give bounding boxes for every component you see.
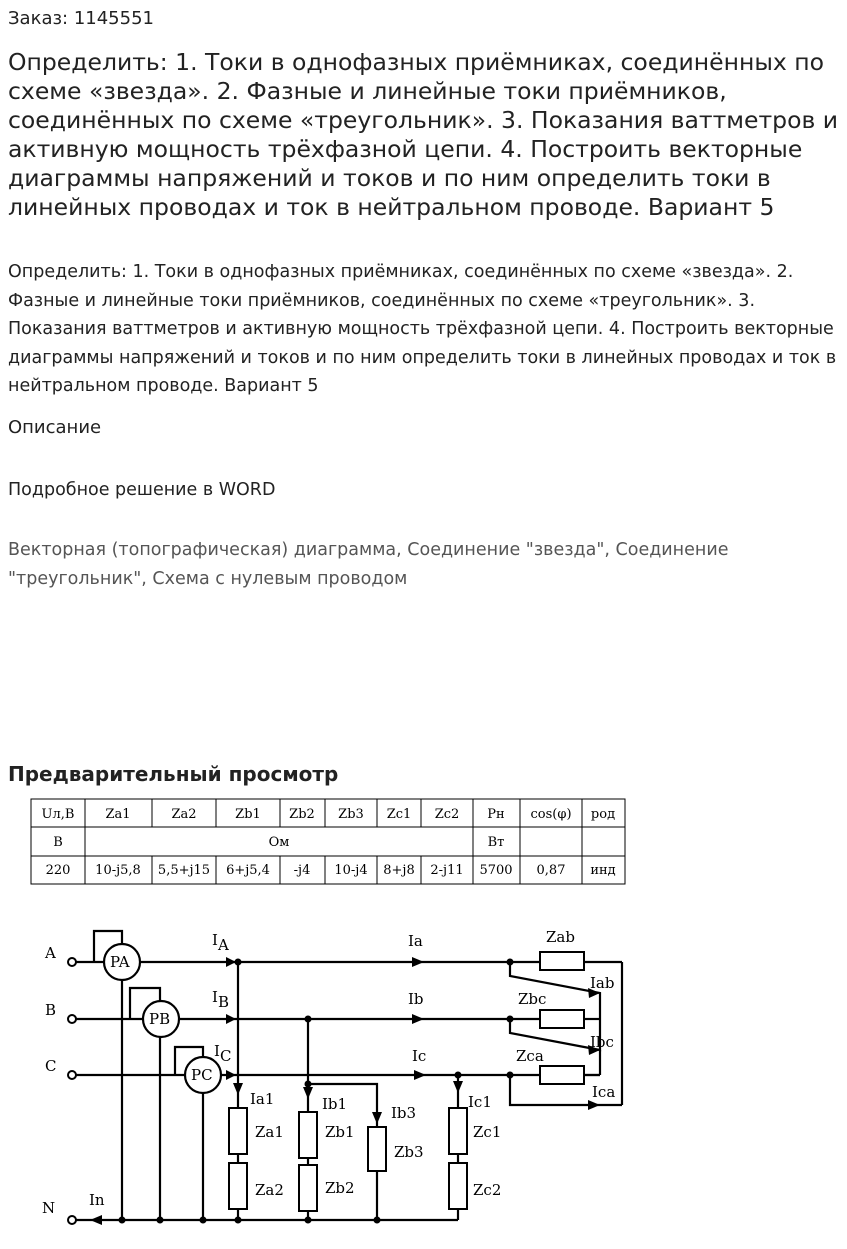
terminal-a — [68, 958, 76, 966]
resistor-zca — [540, 1066, 584, 1084]
node-n-label: N — [42, 1199, 56, 1217]
header-zc2: Zc2 — [434, 807, 460, 822]
header-rod: род — [590, 807, 616, 822]
node-b-label: B — [45, 1001, 57, 1019]
resistor-zc1 — [449, 1108, 467, 1154]
terminal-n — [68, 1216, 76, 1224]
zc1-label: Zc1 — [473, 1123, 502, 1141]
resistor-zc2 — [449, 1163, 467, 1209]
terminal-c — [68, 1071, 76, 1079]
header-zb1: Zb1 — [235, 807, 261, 822]
ic1-label: Ic1 — [468, 1093, 492, 1111]
header-cos: cos(φ) — [530, 807, 572, 822]
resistor-zb1 — [299, 1112, 317, 1158]
current-ic-label: IC — [214, 1042, 232, 1065]
header-zb3: Zb3 — [338, 807, 364, 822]
resistor-zbc — [540, 1010, 584, 1028]
value-zb1: 6+j5,4 — [226, 863, 270, 878]
value-pn: 5700 — [479, 863, 513, 878]
zb3-label: Zb3 — [394, 1143, 424, 1161]
tags: Векторная (топографическая) диаграмма, Соединение "звезда", Соединение "треугольник", Схема с нулевым проводом — [8, 540, 729, 589]
in-label: In — [89, 1191, 105, 1209]
node-c-label: C — [45, 1057, 57, 1075]
meter-pb-label: PB — [149, 1010, 171, 1028]
unit-impedance: Ом — [268, 835, 290, 850]
ib1-label: Ib1 — [322, 1095, 348, 1113]
header-ul: Uл,В — [41, 807, 75, 822]
page-title: Определить: 1. Токи в однофазных приёмниках, соединённых по схеме «звезда». 2. Фазные и линейные токи приёмников, соединённых по схеме «треугольник». 3. Показания ваттметров и активную мощность трёхфазной цепи. 4. Построить векторные диаграммы напряжений и токов и по ним определить токи в линейных проводах и ток в нейтральном проводе. Вариант 5 — [8, 48, 839, 221]
value-zb2: -j4 — [293, 863, 311, 878]
resistor-za2 — [229, 1163, 247, 1209]
zb1-label: Zb1 — [325, 1123, 355, 1141]
ica-label: Ica — [592, 1083, 616, 1101]
terminal-b — [68, 1015, 76, 1023]
za1-label: Za1 — [255, 1123, 284, 1141]
unit-voltage: В — [53, 835, 63, 850]
header-za1: Za1 — [105, 807, 131, 822]
description-label: Описание — [8, 417, 102, 438]
header-pn: Рн — [487, 807, 505, 822]
zbc-label: Zbc — [518, 990, 547, 1008]
resistor-zab — [540, 952, 584, 970]
unit-power: Вт — [487, 835, 505, 850]
solution-note: Подробное решение в WORD — [8, 480, 276, 500]
resistor-zb2 — [299, 1165, 317, 1211]
value-za1: 10-j5,8 — [95, 863, 141, 878]
preview-heading: Предварительный просмотр — [8, 762, 339, 786]
preview-image — [0, 790, 847, 1249]
current-ib-label: IB — [212, 988, 229, 1011]
meter-pc-label: PC — [191, 1066, 213, 1084]
value-za2: 5,5+j15 — [157, 863, 211, 878]
zb2-label: Zb2 — [325, 1179, 355, 1197]
value-rod: инд — [590, 863, 616, 878]
value-zb3: 10-j4 — [334, 863, 368, 878]
zab-label: Zab — [546, 928, 575, 946]
ib3-label: Ib3 — [391, 1104, 417, 1122]
header-zc1: Zc1 — [386, 807, 412, 822]
value-cos: 0,87 — [536, 863, 566, 878]
wire-ia-label: Ia — [408, 932, 423, 950]
header-za2: Za2 — [171, 807, 197, 822]
description-text: Определить: 1. Токи в однофазных приёмниках, соединённых по схеме «звезда». 2. Фазные и линейные токи приёмников, соединённых по схеме «треугольник». 3. Показания ваттметров и активную мощность трёхфазной цепи. 4. Построить векторные диаграммы напряжений и токов и по ним определить токи в линейных проводах и ток в нейтральном проводе. Вариант 5 — [8, 262, 837, 396]
node-a-label: A — [45, 944, 56, 962]
header-zb2: Zb2 — [289, 807, 315, 822]
current-ia-label: IA — [212, 931, 229, 954]
za2-label: Za2 — [255, 1181, 284, 1199]
iab-label: Iab — [590, 974, 615, 992]
meter-pa-label: PA — [110, 953, 130, 971]
resistor-zb3 — [368, 1127, 386, 1171]
resistor-za1 — [229, 1108, 247, 1154]
order-number: Заказ: 1145551 — [8, 8, 154, 29]
zca-label: Zca — [516, 1047, 544, 1065]
value-ul: 220 — [45, 863, 71, 878]
value-zc1: 8+j8 — [383, 863, 415, 878]
ibc-label: Ibc — [590, 1033, 614, 1051]
ia1-label: Ia1 — [250, 1090, 275, 1108]
wire-ib-label: Ib — [408, 990, 424, 1008]
wire-ic-label: Ic — [412, 1047, 427, 1065]
value-zc2: 2-j11 — [430, 863, 464, 878]
zc2-label: Zc2 — [473, 1181, 502, 1199]
